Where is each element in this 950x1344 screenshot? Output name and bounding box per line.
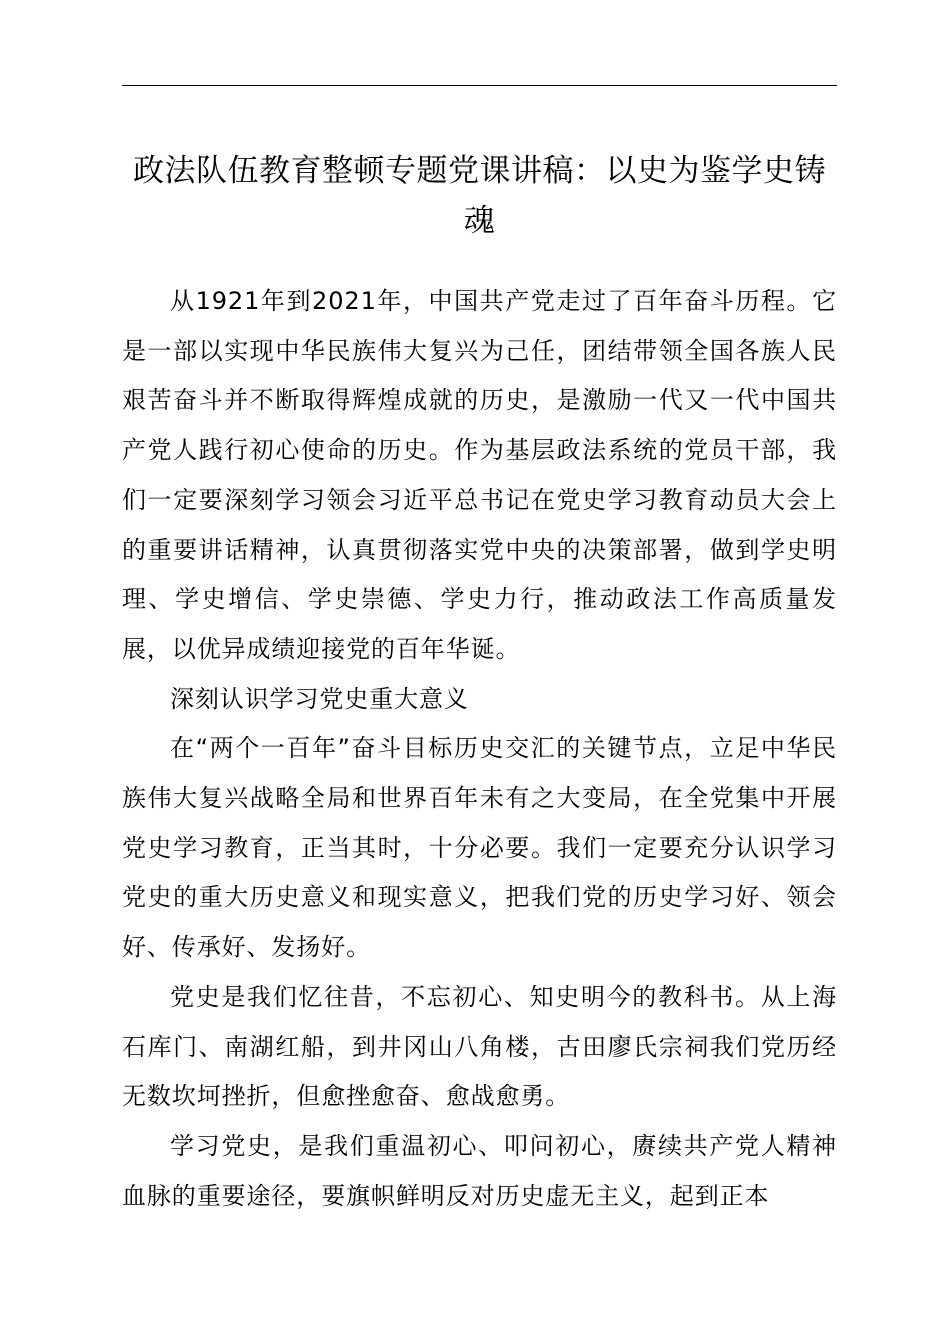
paragraph-significance: 在“两个一百年”奋斗目标历史交汇的关键节点，立足中华民族伟大复兴战略全局和世界百年未有之大变局，在全党集中开展党史学习教育，正当其时，十分必要。我们一定要充分认识学习党史的重大历史意义和现实意义，把我们党的历史学习好、领会好、传承好、发扬好。	[122, 734, 837, 962]
document-body	[122, 277, 837, 1221]
header-rule	[122, 85, 837, 86]
paragraph-intro: 从1921年到2021年，中国共产党走过了百年奋斗历程。它是一部以实现中华民族伟大复兴为己任，团结带领全国各族人民艰苦奋斗并不断取得辉煌成就的历史，是激励一代又一代中国共产党人践行初心使命的历史。作为基层政法系统的党员干部，我们一定要深刻学习领会习近平总书记在党史学习教育动员大会上的重要讲话精神，认真贯彻落实党中央的决策部署，做到学史明理、学史增信、学史崇德、学史力行，推动政法工作高质量发展，以优异成绩迎接党的百年华诞。	[122, 287, 837, 663]
paragraph-textbook: 党史是我们忆往昔，不忘初心、知史明今的教科书。从上海石库门、南湖红船，到井冈山八角楼，古田廖氏宗祠我们党历经无数坎坷挫折，但愈挫愈奋、愈战愈勇。	[122, 982, 837, 1111]
paragraph-study: 学习党史，是我们重温初心、叩问初心，赓续共产党人精神血脉的重要途径，要旗帜鲜明反对历史虚无主义，起到正本	[122, 1131, 837, 1210]
section-heading: 深刻认识学习党史重大意义	[170, 684, 469, 713]
document-title: 政法队伍教育整顿专题党课讲稿：以史为鉴学史铸魂	[133, 153, 826, 239]
